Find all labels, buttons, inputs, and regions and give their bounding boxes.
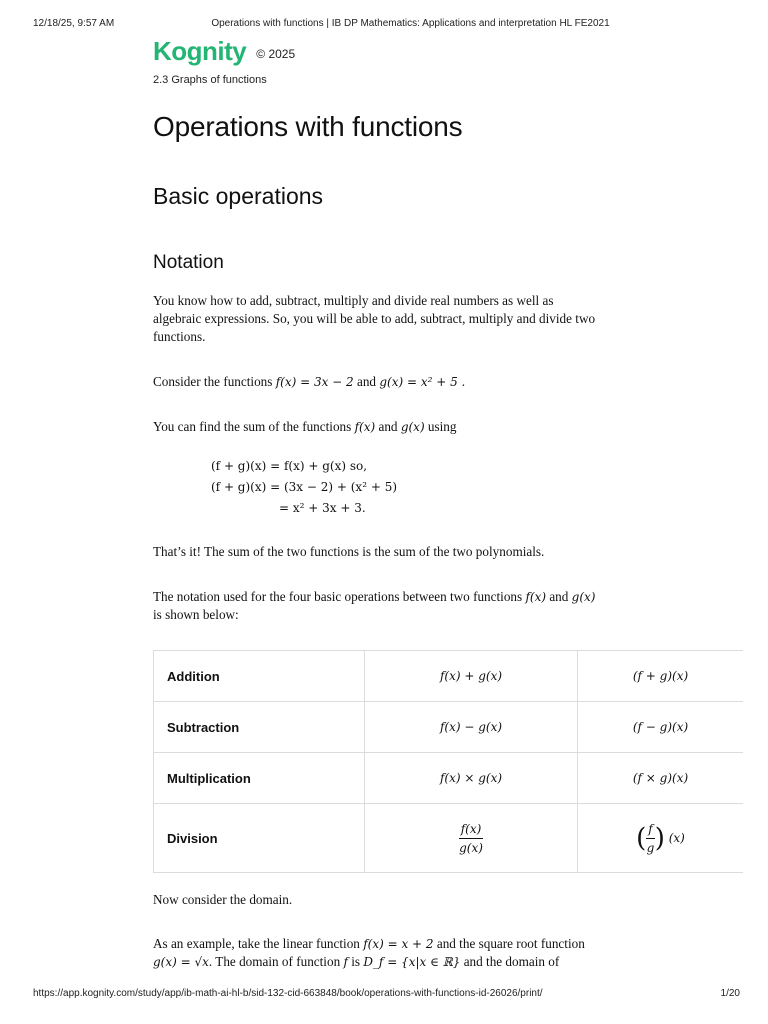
notation-and: and xyxy=(549,589,569,604)
intro-paragraph: You know how to add, subtract, multiply and divide real numbers as well as algebraic expressions. So, you will be able to add, subtract, multiply and divide two functions. xyxy=(153,293,596,344)
table-row xyxy=(154,702,744,753)
example-f: f(x) = x + 2 xyxy=(363,937,434,951)
sum-f: f(x) xyxy=(354,420,376,434)
example-g: g(x) = √x xyxy=(153,955,209,969)
op-notation xyxy=(578,804,744,873)
op-notation: (f − g)(x) xyxy=(578,702,744,753)
notation-argument: (x) xyxy=(668,830,685,845)
division-fraction xyxy=(459,822,484,855)
fraction-denominator: g(x) xyxy=(459,840,483,855)
example-mid: and the square root function xyxy=(436,936,585,951)
example-domain: D_f = {x|x ∈ ℝ} xyxy=(363,955,461,969)
print-timestamp: 12/18/25, 9:57 AM xyxy=(33,18,115,29)
sum-using: using xyxy=(427,419,457,434)
op-label: Subtraction xyxy=(154,702,365,753)
op-label: Division xyxy=(154,804,365,873)
equation-line-1: (f + g)(x) = f(x) + g(x) so, xyxy=(211,459,368,473)
op-notation: (f × g)(x) xyxy=(578,753,744,804)
print-header xyxy=(33,18,748,32)
example-text: As an example, take the linear function xyxy=(153,936,360,951)
notation-denominator: g xyxy=(646,840,655,855)
page-title: Operations with functions xyxy=(153,111,463,142)
function-g-definition: g(x) = x² + 5 . xyxy=(379,375,466,389)
equation-line-2: (f + g)(x) = (3x − 2) + (x² + 5) xyxy=(211,480,398,494)
notation-f: f(x) xyxy=(525,590,547,604)
table-row xyxy=(154,753,744,804)
page-number: 1/20 xyxy=(720,988,740,999)
consider-paragraph xyxy=(153,373,603,391)
example-post-3: and the domain of xyxy=(463,954,560,969)
subsection-title: Notation xyxy=(153,252,224,273)
function-f-definition: f(x) = 3x − 2 xyxy=(275,375,354,389)
right-paren: ) xyxy=(654,823,665,853)
op-label: Multiplication xyxy=(154,753,365,804)
sum-and: and xyxy=(378,419,398,434)
op-expression: f(x) − g(x) xyxy=(365,702,578,753)
notation-g: g(x) xyxy=(571,590,596,604)
left-paren: ( xyxy=(636,823,647,853)
sum-g: g(x) xyxy=(400,420,425,434)
fraction-numerator: f(x) xyxy=(459,822,484,839)
example-post-1: . The domain of function xyxy=(208,954,341,969)
example-post-2: is xyxy=(351,954,361,969)
consider-and: and xyxy=(356,374,377,389)
consider-text: Consider the functions xyxy=(153,374,273,389)
notation-paragraph xyxy=(153,588,603,624)
operations-table xyxy=(153,650,743,873)
op-label: Addition xyxy=(154,651,365,702)
domain-paragraph: Now consider the domain. xyxy=(153,892,293,907)
kognity-logo[interactable] xyxy=(153,36,246,67)
equation-line-3: = x² + 3x + 3. xyxy=(279,501,366,515)
sum-text: You can find the sum of the functions xyxy=(153,419,352,434)
print-page-title: Operations with functions | IB DP Mathematics: Applications and interpretation HL FE2021 xyxy=(211,18,610,29)
brand-bar xyxy=(153,34,733,68)
copyright: © 2025 xyxy=(256,47,296,61)
example-paragraph xyxy=(153,935,603,971)
table-row xyxy=(154,651,744,702)
op-notation: (f + g)(x) xyxy=(578,651,744,702)
print-footer xyxy=(33,988,740,1002)
example-fvar: f xyxy=(343,955,348,969)
op-expression xyxy=(365,804,578,873)
breadcrumb[interactable]: 2.3 Graphs of functions xyxy=(153,74,267,86)
notation-post: is shown below: xyxy=(153,607,239,622)
thats-it-paragraph: That’s it! The sum of the two functions is the sum of the two polynomials. xyxy=(153,544,545,559)
logo-wordmark: Kognity xyxy=(153,35,247,66)
op-expression: f(x) + g(x) xyxy=(365,651,578,702)
notation-fraction xyxy=(646,822,654,855)
op-expression: f(x) × g(x) xyxy=(365,753,578,804)
sum-equation xyxy=(211,456,733,519)
notation-numerator: f xyxy=(646,822,654,839)
section-title: Basic operations xyxy=(153,183,324,209)
sum-paragraph xyxy=(153,418,603,436)
table-row xyxy=(154,804,744,873)
document-content xyxy=(153,34,733,971)
print-url: https://app.kognity.com/study/app/ib-math-ai-hl-b/sid-132-cid-663848/book/operations-with-functions-id-26026/print/ xyxy=(33,988,543,999)
notation-text: The notation used for the four basic operations between two functions xyxy=(153,589,523,604)
